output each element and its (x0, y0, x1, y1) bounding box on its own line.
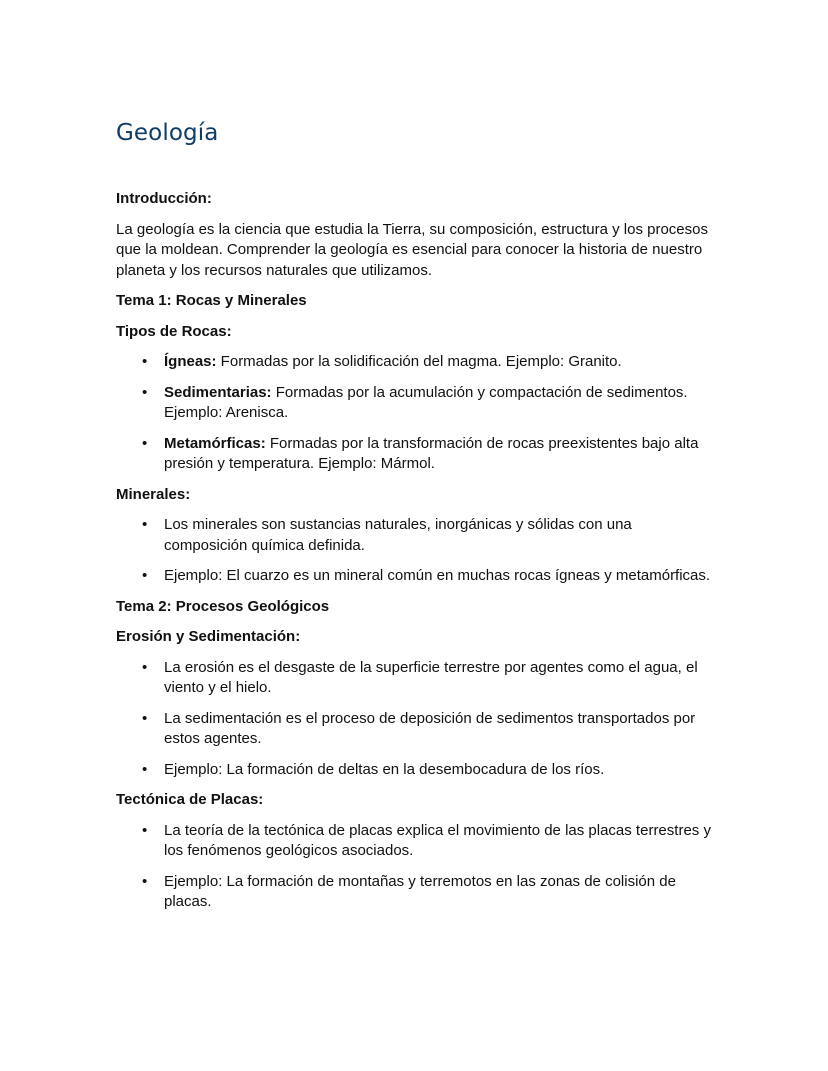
list-item (116, 760, 716, 781)
list-item (116, 566, 716, 587)
bullet-icon: • (142, 567, 148, 584)
list-item-text: La teoría de la tectónica de placas explica el movimiento de las placas terrestres y los fenómenos geológicos asociados. (164, 821, 711, 859)
rock-type-description: Formadas por la acumulación y compactación de sedimentos. Ejemplo: Arenisca. (164, 383, 688, 421)
tectonics-list (116, 821, 716, 913)
list-item (116, 658, 716, 699)
list-item (116, 709, 716, 750)
list-item (116, 872, 716, 913)
rock-types-list (116, 352, 716, 475)
list-item-text: Los minerales son sustancias naturales, inorgánicas y sólidas con una composición química definida. (164, 516, 632, 554)
list-item-text: Ejemplo: El cuarzo es un mineral común en muchas rocas ígneas y metamórficas. (164, 567, 711, 584)
list-item (116, 383, 716, 424)
rock-type-term: Ígneas: (164, 353, 217, 370)
bullet-icon: • (142, 383, 148, 401)
bullet-icon: • (142, 434, 148, 452)
list-item-text: La sedimentación es el proceso de deposición de sedimentos transportados por estos agentes. (164, 709, 696, 747)
minerals-heading: Minerales: (116, 485, 191, 503)
intro-heading: Introducción: (116, 190, 212, 207)
document-body (116, 189, 716, 923)
topic2-heading: Tema 2: Procesos Geológicos (116, 597, 330, 615)
list-item-text: Ejemplo: La formación de montañas y terremotos en las zonas de colisión de placas. (164, 872, 676, 910)
rock-type-term: Metamórficas: (164, 434, 266, 452)
rock-type-description: Formadas por la solidificación del magma. Ejemplo: Granito. (216, 353, 622, 370)
bullet-icon: • (142, 658, 148, 676)
tectonics-heading: Tectónica de Placas: (116, 791, 264, 808)
bullet-icon: • (142, 516, 148, 533)
list-item (116, 515, 716, 556)
erosion-list (116, 658, 716, 781)
topic1-heading: Tema 1: Rocas y Minerales (116, 292, 307, 309)
list-item (116, 821, 716, 862)
bullet-icon: • (142, 821, 148, 839)
bullet-icon: • (142, 353, 148, 370)
list-item-text: La erosión es el desgaste de la superficie terrestre por agentes como el agua, el viento y el hielo. (164, 658, 698, 696)
intro-paragraph: La geología es la ciencia que estudia la Tierra, su composición, estructura y los procesos que la moldean. Comprender la geología es esencial para conocer la historia de nuestro planeta y los recursos naturales que utilizamos. (116, 220, 708, 279)
erosion-heading: Erosión y Sedimentación: (116, 628, 301, 645)
bullet-icon: • (142, 872, 148, 890)
list-item (116, 352, 716, 373)
bullet-icon: • (142, 760, 148, 778)
bullet-icon: • (142, 709, 148, 727)
list-item (116, 434, 716, 475)
rock-type-term: Sedimentarias: (164, 383, 272, 401)
list-item-text: Ejemplo: La formación de deltas en la desembocadura de los ríos. (164, 760, 605, 778)
rock-type-description: Formadas por la transformación de rocas preexistentes bajo alta presión y temperatura. Ejemplo: Mármol. (164, 434, 699, 472)
minerals-list (116, 515, 716, 587)
rock-types-heading: Tipos de Rocas: (116, 322, 232, 340)
document-title: Geología (116, 120, 219, 146)
